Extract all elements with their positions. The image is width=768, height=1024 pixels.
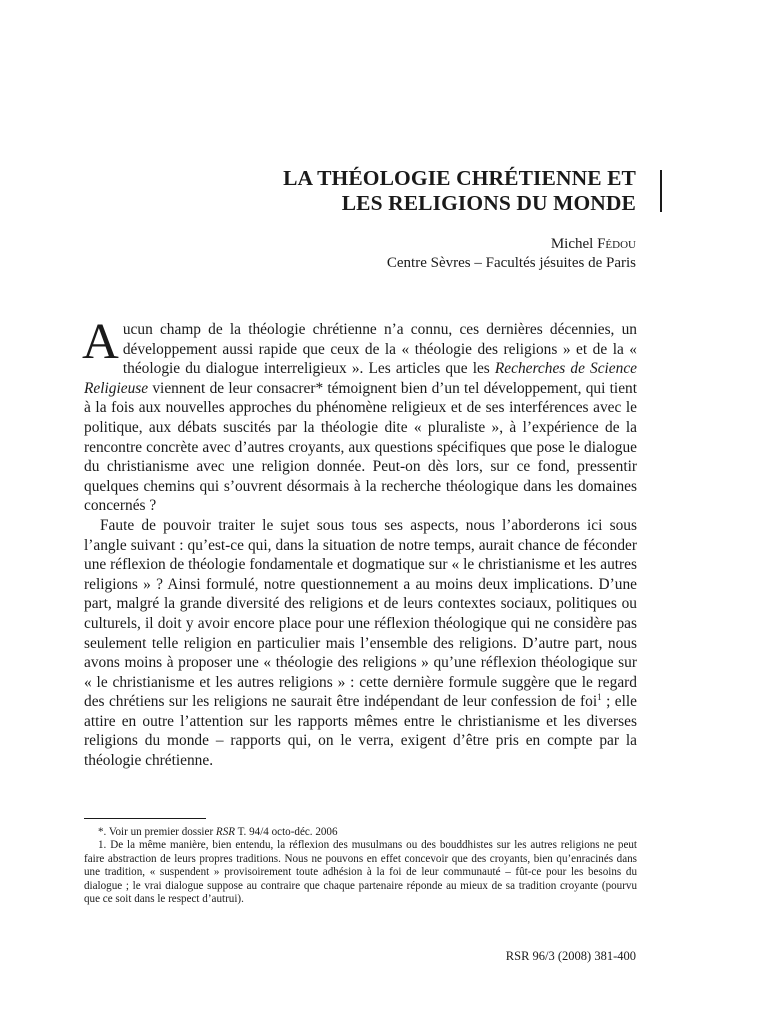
paragraph-1 [82,314,637,516]
footnote-divider [84,818,206,819]
author-first-name: Michel [550,236,598,252]
footnote-reference-1[interactable]: 1 [597,692,602,703]
footnotes [84,826,637,906]
footnote-star-suffix: T. 94/4 octo-déc. 2006 [235,826,338,838]
journal-title-italic: Recherches de Science Religieuse [84,360,637,397]
footnote-star [84,826,637,839]
article-title [200,166,636,216]
paragraph-1-text-b: viennent de leur consacrer* témoignent bien d’un tel développement, qui tient à la fois aux nouvelles approches du phénomène religieux et de ses interférences avec le politique, aux débats suscités par la théologie dite « pluraliste », à l’expérience de la rencontre concrète avec d’autres croyants, aux questions spécifiques que pose le dialogue du christianisme avec une religion donnée. Peut-on dès lors, sur ce fond, pressentir quelques chemins qui s’ouvrent désormais à la recherche théologique dans les domaines concernés ? [84,379,637,515]
title-line-1: LA THÉOLOGIE CHRÉTIENNE ET [283,166,636,190]
footnote-1: 1. De la même manière, bien entendu, la réflexion des musulmans ou des bouddhistes sur les autres religions ne peut faire abstraction de leurs propres traditions. Nous ne pouvons en effet concevoir que des croyants, bien qu’enracinés dans une tradition, « suspendent » provisoirement toute adhésion à la foi de leur communauté – fût-ce pour les besoins du dialogue ; le vrai dialogue suppose au contraire que chaque partenaire réponde au mieux de sa tradition croyante (pourvu que ce soit dans le respect d’autrui). [84,839,637,906]
title-vertical-rule [660,170,662,212]
author-block [387,235,636,273]
title-line-2: LES RELIGIONS DU MONDE [341,191,636,215]
paragraph-2-text-b: ; elle attire en outre l’attention sur les rapports mêmes entre le christianisme et les diverses religions du monde – rapports qui, on le verra, exigent d’être pris en compte par la théologie chrétienne. [84,693,637,770]
footnote-star-prefix: *. Voir un premier dossier [98,826,216,838]
footnote-star-italic: RSR [215,826,236,838]
author-last-name: Fédou [597,236,636,252]
drop-cap: A [82,314,119,370]
paragraph-2 [84,516,637,771]
paragraph-2-text-a: Faute de pouvoir traiter le sujet sous tous ses aspects, nous l’aborderons ici sous l’angle suivant : qu’est-ce qui, dans la situation de notre temps, aurait chance de féconder une réflexion de théologie fondamentale et dogmatique sur « le christianisme et les autres religions » ? Ainsi formulé, notre questionnement a au moins deux implications. D’une part, malgré la grande diversité des religions et de leurs contextes sociaux, politiques ou culturels, il doit y avoir encore place pour une réflexion théologique qui ne considère pas seulement telle religion en particulier mais l’ensemble des religions. D’autre part, nous avons moins à proposer une « théologie des religions » qu’une réflexion théologique sur « le christianisme et les autres religions » : cette dernière formule suggère que le regard des chrétiens sur les religions ne saurait être indépendant de leur confession de foi [84,516,637,711]
author-name [387,235,636,254]
paragraph-1-text-a: ucun champ de la théologie chrétienne n’a connu, ces dernières décennies, un développement aussi rapide que ceux de la « théologie des religions » et de la « théologie du dialogue interreligieux ». Les articles que les [122,321,637,378]
article-body [82,314,637,771]
author-affiliation: Centre Sèvres – Facultés jésuites de Paris [386,255,636,271]
page-reference: RSR 96/3 (2008) 381-400 [505,949,636,963]
